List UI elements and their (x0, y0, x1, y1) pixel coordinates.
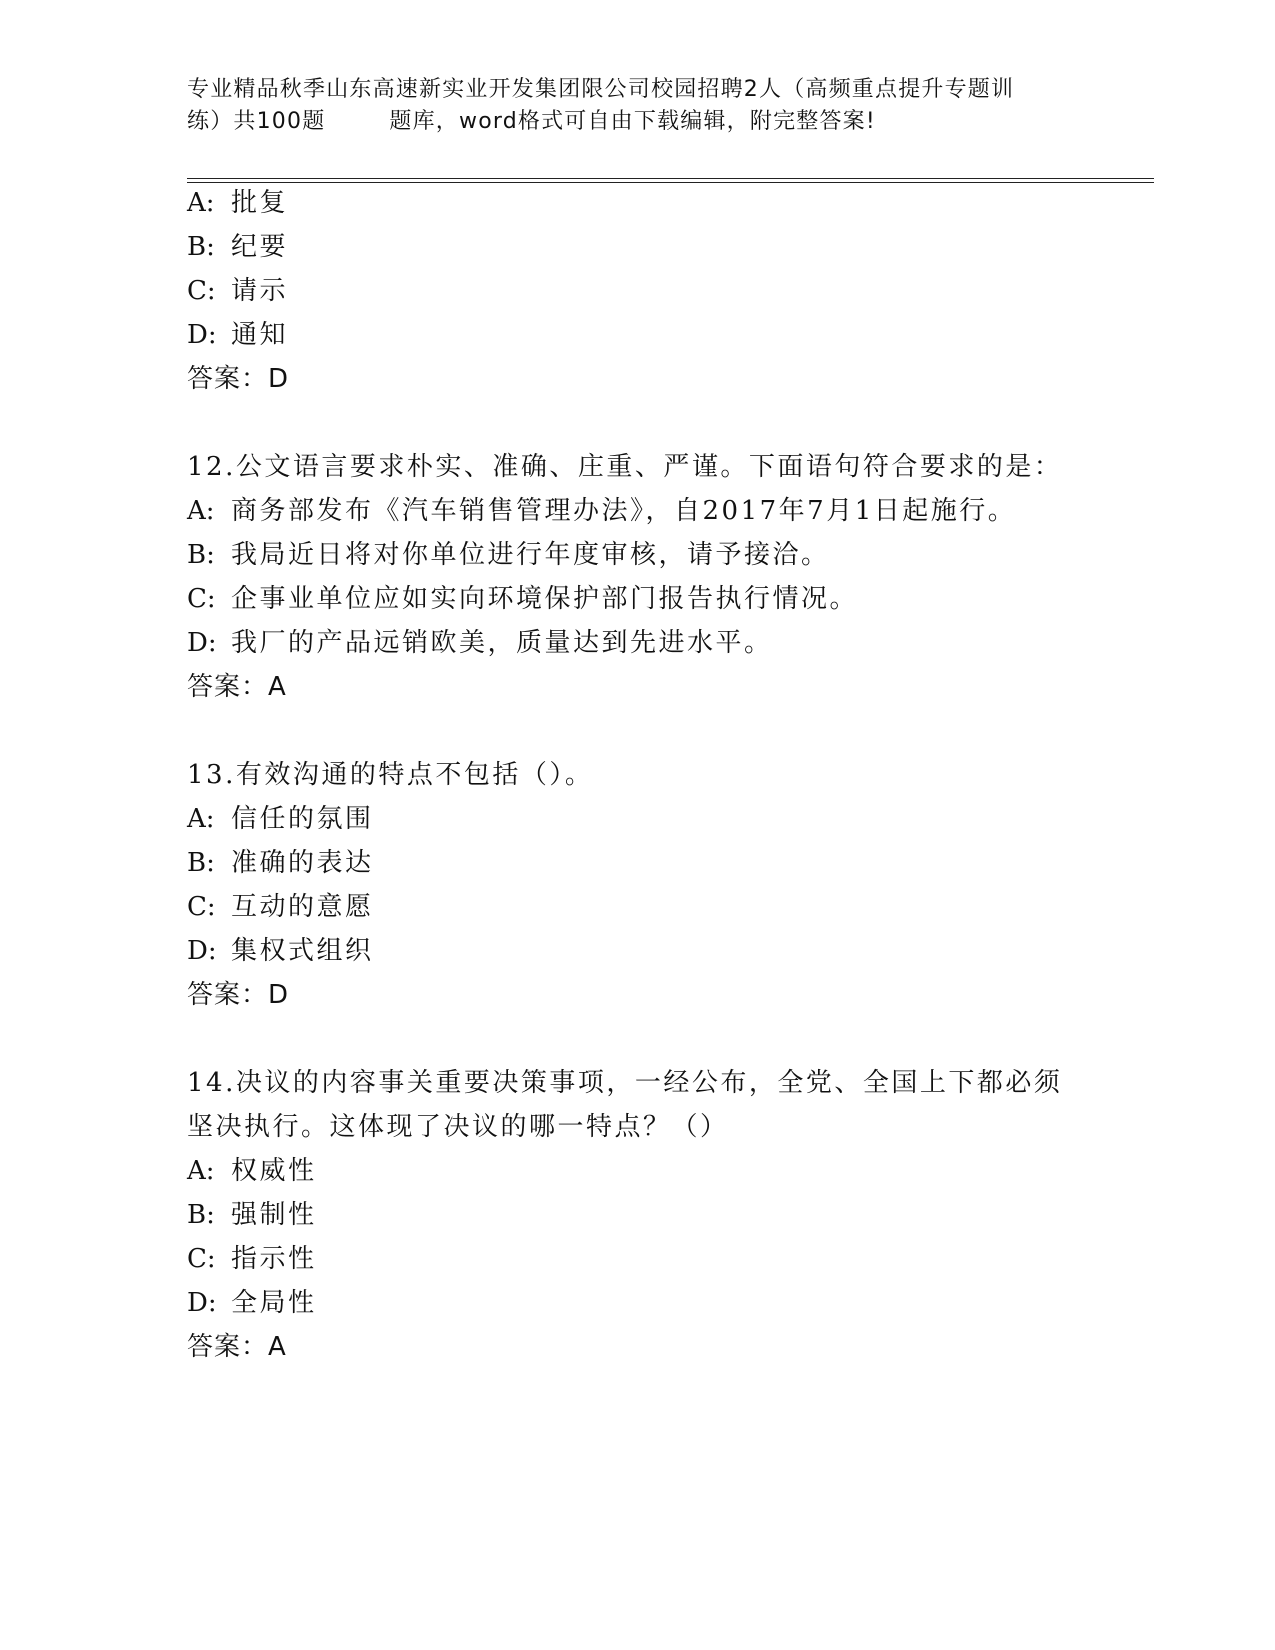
q12-option-d: D: 我厂的产品远销欧美，质量达到先进水平。 (187, 628, 773, 658)
header-title-line-1: 专业精品秋季山东高速新实业开发集团限公司校园招聘2人（高频重点提升专题训 (187, 77, 1015, 102)
q14-option-c: C: 指示性 (187, 1244, 317, 1274)
header-divider-bottom (187, 182, 1154, 183)
q13-stem: 13.有效沟通的特点不包括（）。 (187, 760, 594, 790)
q11-answer: 答案：D (187, 364, 290, 394)
q14-stem-line-1: 14.决议的内容事关重要决策事项，一经公布，全党、全国上下都必须 (187, 1068, 1063, 1098)
q13-option-d: D: 集权式组织 (187, 936, 374, 966)
q12-option-a: A: 商务部发布《汽车销售管理办法》，自2017年7月1日起施行。 (187, 496, 1017, 526)
q11-option-d: D: 通知 (187, 320, 289, 350)
q13-answer: 答案：D (187, 980, 290, 1010)
q12-option-b: B: 我局近日将对你单位进行年度审核，请予接洽。 (187, 540, 830, 570)
q14-option-b: B: 强制性 (187, 1200, 317, 1230)
q13-option-c: C: 互动的意愿 (187, 892, 374, 922)
q11-option-a: A: 批复 (187, 188, 289, 218)
q12-stem: 12.公文语言要求朴实、准确、庄重、严谨。下面语句符合要求的是： (187, 452, 1063, 482)
q14-option-d: D: 全局性 (187, 1288, 317, 1318)
header-title-line-2 (187, 106, 1087, 138)
header-title-line-2-part-b: 题库，word格式可自由下载编辑，附完整答案! (389, 109, 876, 134)
header-title-line-2-part-a: 练）共100题 (187, 109, 326, 134)
q11-option-b: B: 纪要 (187, 232, 289, 262)
q13-option-a: A: 信任的氛围 (187, 804, 374, 834)
q12-answer: 答案：A (187, 672, 287, 702)
q12-option-c: C: 企事业单位应如实向环境保护部门报告执行情况。 (187, 584, 859, 614)
q14-stem-line-2: 坚决执行。这体现了决议的哪一特点？（） (187, 1112, 729, 1142)
q14-answer: 答案：A (187, 1332, 287, 1362)
page-header (187, 74, 1087, 138)
q11-option-c: C: 请示 (187, 276, 289, 306)
header-divider-top (187, 178, 1154, 179)
q14-option-a: A: 权威性 (187, 1156, 317, 1186)
q13-option-b: B: 准确的表达 (187, 848, 374, 878)
